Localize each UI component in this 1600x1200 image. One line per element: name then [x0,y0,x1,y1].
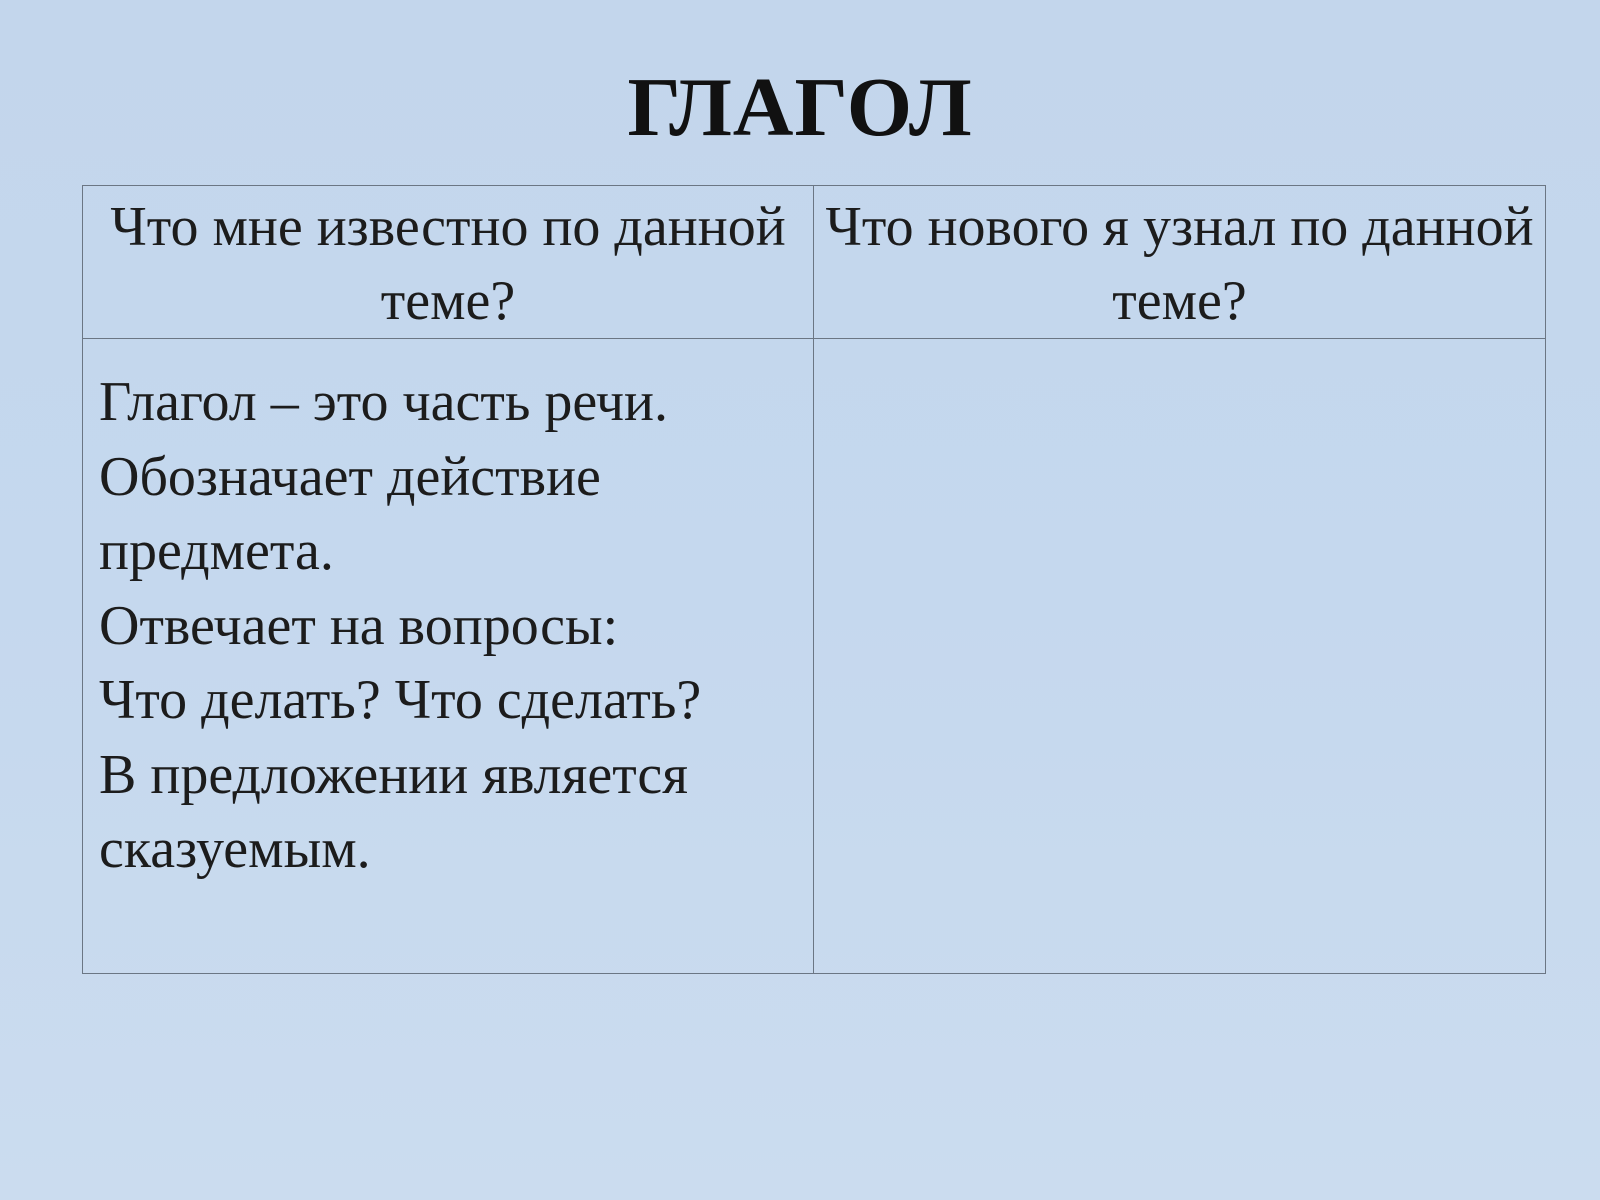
known-line-2: Обозначает действие [99,445,601,508]
known-line-3: предмета. [99,520,334,582]
cell-learned [814,339,1546,974]
known-line-7: сказуемым. [99,818,371,880]
kwl-table [82,185,1546,974]
known-line-1: Глагол – это часть речи. [99,371,668,433]
header-known: Что мне известно по данной теме? [83,186,814,339]
table-body-row [83,339,1546,974]
known-line-5: Что делать? Что сделать? [99,669,702,731]
known-line-6: В предложении является [99,743,688,806]
known-line-4: Отвечает на вопросы: [99,594,619,657]
table-header-row [83,186,1546,339]
slide-title: ГЛАГОЛ [627,61,973,154]
cell-known [83,339,814,974]
header-learned: Что нового я узнал по данной теме? [814,186,1546,339]
